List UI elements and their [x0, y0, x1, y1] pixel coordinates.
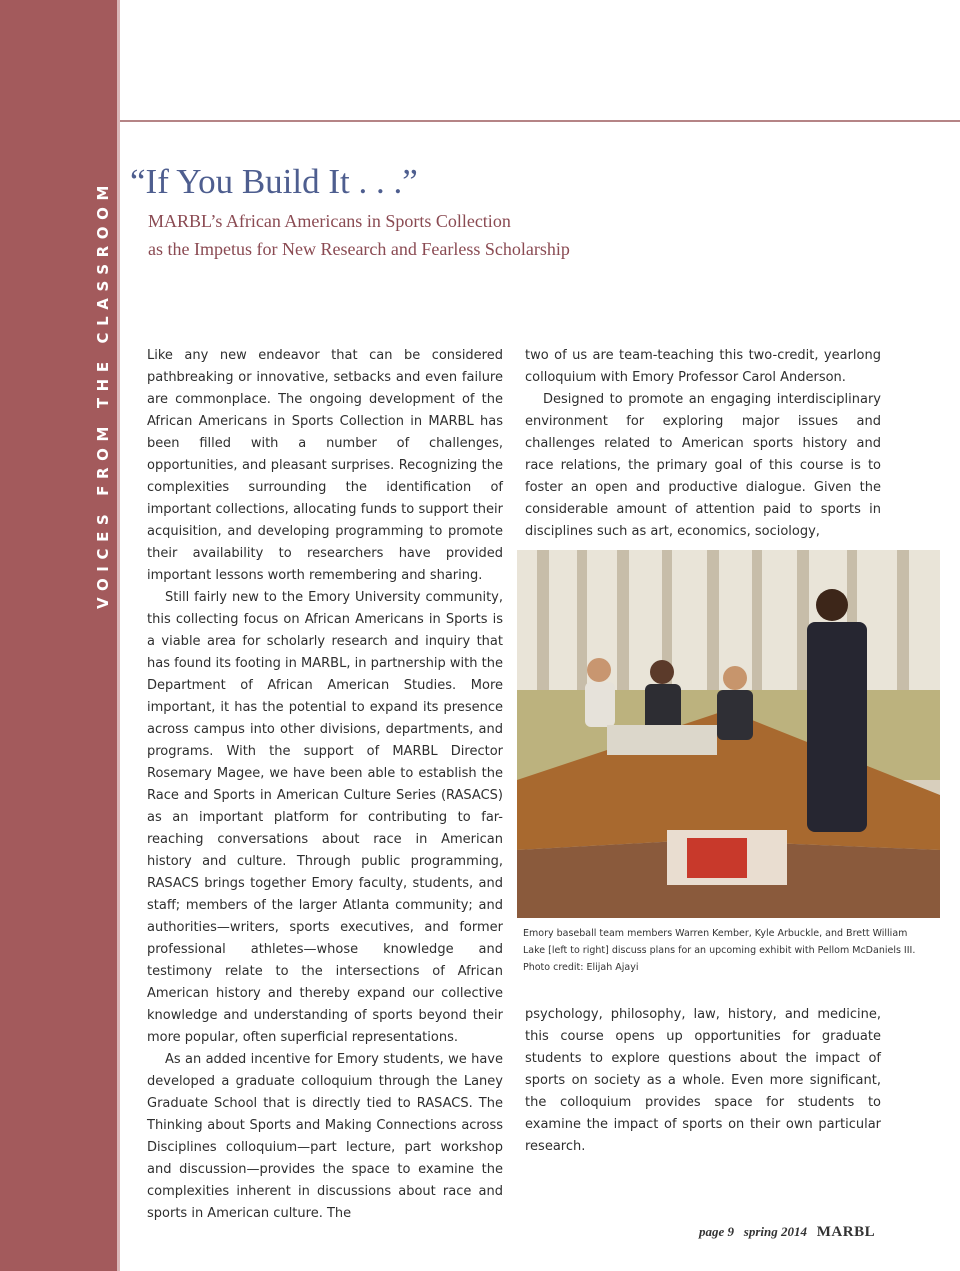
paragraph: Designed to promote an engaging interdisciplinary environment for exploring major issues and challenges related to American sports history and race relations, the primary goal of this course is to foster an open and productive dialogue. Given the considerable amount of attention paid to sports in disciplines such as art, economics, sociology,	[525, 392, 881, 539]
caption-line: Photo credit: Elijah Ajayi	[523, 962, 639, 973]
right-column-bottom	[525, 1004, 881, 1158]
article-subtitle	[148, 207, 570, 263]
subtitle-line: as the Impetus for New Research and Fearless Scholarship	[148, 239, 570, 259]
page-number: page 9	[699, 1224, 735, 1239]
paragraph: two of us are team-teaching this two-credit, yearlong colloquium with Emory Professor Carol Anderson.	[525, 348, 881, 385]
header-rule	[120, 120, 960, 122]
side-band-edge	[117, 0, 120, 1271]
paragraph: Like any new endeavor that can be considered pathbreaking or innovative, setbacks and even failure are commonplace. The ongoing development of the African Americans in Sports Collection in MARBL has been filled with a number of challenges, opportunities, and pleasant surprises. Recognizing the complexities surrounding the identification of important collections, allocating funds to support their acquisition, and developing programming to promote their availability to researchers have provided important lessons worth remembering and sharing.	[147, 348, 503, 583]
paragraph: psychology, philosophy, law, history, and medicine, this course opens up opportunities for graduate students to explore questions about the impact of sports on society as a whole. Even more significant, the colloquium provides space for students to examine the impact of sports on their own particular research.	[525, 1007, 881, 1154]
section-label: VOICES FROM THE CLASSROOM	[94, 179, 112, 609]
paragraph: Still fairly new to the Emory University community, this collecting focus on African Americans in Sports is a viable area for scholarly research and inquiry that has found its footing in MARBL, in partnership with the Department of African American Studies. More important, it has the potential to expand its presence across campus into other divisions, departments, and programs. With the support of MARBL Director Rosemary Magee, we have been able to establish the Race and Sports in American Culture Series (RASACS) as an important platform for contributing to far-reaching conversations about race in American history and culture. Through public programming, RASACS brings together Emory faculty, students, and staff; members of the larger Atlanta community; and authorities—writers, sports executives, and former professional athletes—whose knowledge and testimony relate to the intersections of African American history and thereby expand our collective knowledge and understanding of sports beyond their more popular, often superficial representations.	[147, 590, 503, 1045]
article-title: “If You Build It . . .”	[130, 162, 418, 201]
caption-line: Emory baseball team members Warren Kember, Kyle Arbuckle, and Brett William	[523, 928, 908, 939]
photo-caption	[523, 925, 933, 976]
caption-line: Lake [left to right] discuss plans for an upcoming exhibit with Pellom McDaniels III.	[523, 945, 916, 956]
subtitle-line: MARBL’s African Americans in Sports Collection	[148, 211, 511, 231]
magazine-name: MARBL	[816, 1224, 876, 1240]
article-photo	[517, 550, 940, 918]
left-column	[147, 345, 503, 1225]
page-footer	[699, 1224, 875, 1241]
paragraph: As an added incentive for Emory students, we have developed a graduate colloquium through the Laney Graduate School that is directly tied to RASACS. The Thinking about Sports and Making Connections across Disciplines colloquium—part lecture, part workshop and discussion—provides the space to examine the complexities inherent in discussions about race and sports in American culture. The	[147, 1052, 503, 1221]
issue-season: spring 2014	[743, 1224, 807, 1239]
photo-icon	[517, 550, 940, 918]
right-column-top	[525, 345, 881, 543]
